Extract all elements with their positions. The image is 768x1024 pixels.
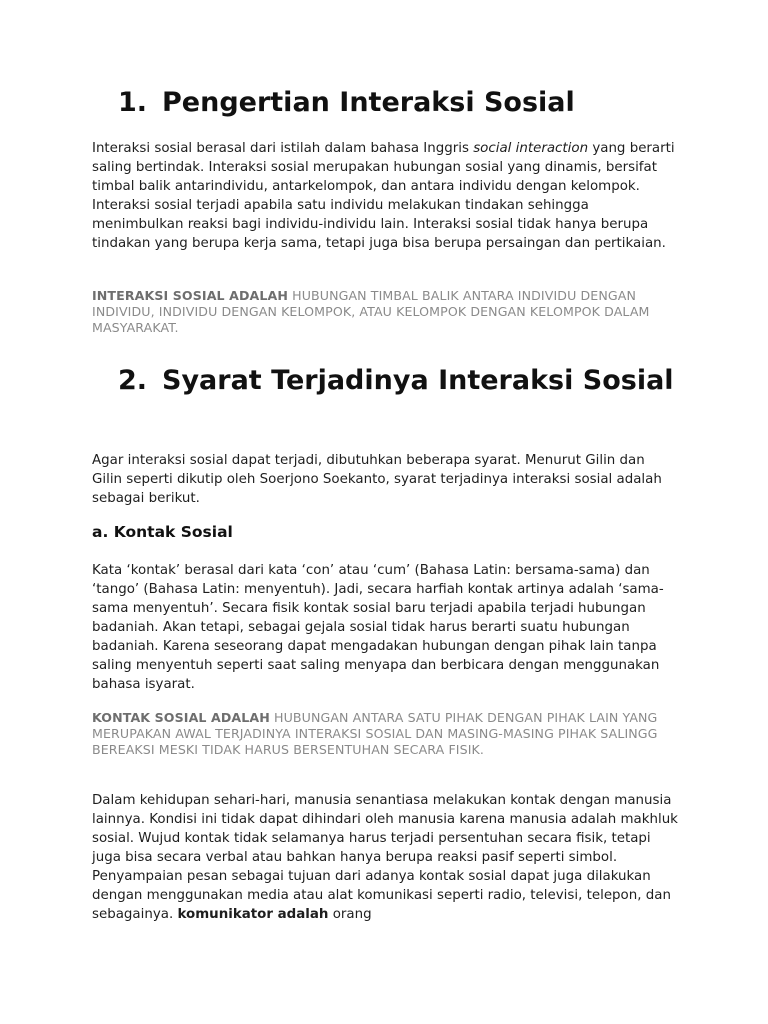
paragraph-text: Interaksi sosial berasal dari istilah dalam bahasa Inggris: [92, 141, 474, 156]
callout-bold: KONTAK SOSIAL ADALAH: [92, 710, 270, 725]
callout-bold: INTERAKSI SOSIAL ADALAH: [92, 288, 289, 303]
section-1-title: Pengertian Interaksi Sosial: [162, 87, 575, 118]
callout-text: HUBUNGAN ANTARA SATU PIHAK DENGAN PIHAK LAIN YANG MERUPAKAN AWAL TERJADINYA INTERAKSI SOSIAL DAN MASING-MASING PIHAK SALINGG BEREAKSI MESKI TIDAK HARUS BERSENTUHAN SECARA FISIK.: [92, 710, 658, 757]
paragraph-text: yang berarti saling bertindak. Interaksi sosial merupakan hubungan sosial yang dinamis, bersifat timbal balik antarindividu, antarkelompok, dan antara individu dengan kelompok. Interaksi sosial terjadi apabila satu individu melakukan tindakan sehingga menimbulkan reaksi bagi individu-individu lain. Interaksi sosial tidak hanya berupa tindakan yang berupa kerja sama, tetapi juga bisa berupa persaingan dan pertikaian.: [92, 141, 675, 251]
paragraph-text: orang: [328, 907, 372, 922]
section-1-callout: [92, 288, 678, 336]
section-1-number: 1.: [118, 87, 148, 118]
section-1-heading: [92, 86, 678, 119]
subsection-a-paragraph-1: Kata ‘kontak’ berasal dari kata ‘con’ atau ‘cum’ (Bahasa Latin: bersama-sama) dan ‘tango’ (Bahasa Latin: menyentuh). Jadi, secara harfiah kontak artinya adalah ‘sama-sama menyentuh’. Secara fisik kontak sosial baru terjadi apabila terjadi hubungan badaniah. Akan tetapi, sebagai gejala sosial tidak harus berarti suatu hubungan badaniah. Karena seseorang dapat mengadakan hubungan dengan pihak lain tanpa saling menyentuh seperti saat saling menyapa dan berbicara dengan menggunakan bahasa isyarat.: [92, 563, 664, 692]
bold-term: komunikator adalah: [177, 907, 329, 922]
section-2-heading: [92, 364, 678, 397]
section-2-intro: Agar interaksi sosial dapat terjadi, dibutuhkan beberapa syarat. Menurut Gilin dan Gilin seperti dikutip oleh Soerjono Soekanto, syarat terjadinya interaksi sosial adalah sebagai berikut.: [92, 453, 662, 506]
paragraph-text: Dalam kehidupan sehari-hari, manusia senantiasa melakukan kontak dengan manusia lainnya. Kondisi ini tidak dapat dihindari oleh manusia karena manusia adalah makhluk sosial. Wujud kontak tidak selamanya harus terjadi persentuhan secara fisik, tetapi juga bisa secara verbal atau bahkan hanya berupa reaksi pasif seperti simbol. Penyampaian pesan sebagai tujuan dari adanya kontak sosial dapat juga dilakukan dengan menggunakan media atau alat komunikasi seperti radio, televisi, telepon, dan sebagainya.: [92, 793, 678, 922]
section-1-paragraph: [92, 139, 678, 253]
italic-term: social interaction: [473, 141, 589, 156]
subsection-a-paragraph-2: [92, 791, 678, 924]
callout-text: HUBUNGAN TIMBAL BALIK ANTARA INDIVIDU DENGAN INDIVIDU, INDIVIDU DENGAN KELOMPOK, ATAU KELOMPOK DENGAN KELOMPOK DALAM MASYARAKAT.: [92, 288, 650, 335]
section-2-title: Syarat Terjadinya Interaksi Sosial: [162, 365, 674, 396]
subsection-a-title: a. Kontak Sosial: [92, 523, 233, 541]
section-2-number: 2.: [118, 365, 148, 396]
subsection-a-callout: [92, 710, 678, 758]
